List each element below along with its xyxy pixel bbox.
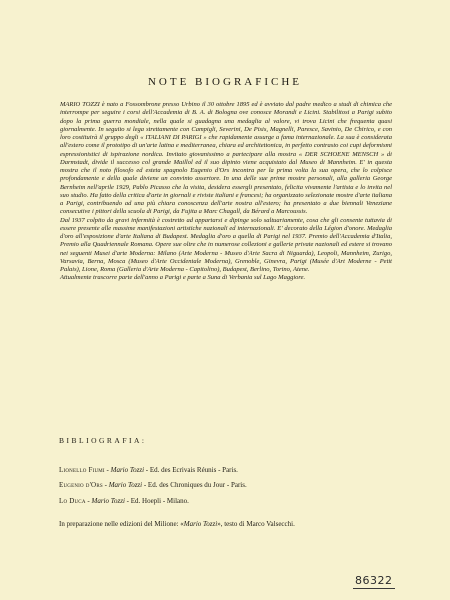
bio-paragraph: MARIO TOZZI è nato a Fossombrone presso Urbino il 30 ottobre 1895 ed è avviato dal padre medico a studi di chimica che interrompe per seguire i corsi dell'Accademia di B. A. di Bologna ove conosce Morandi e Licini. Stabilitosi a Parigi subito dopo la prima guerra mondiale, nella quale si guadagna una medaglia al valore, vi trova Licini che frequenta quasi giornalmente. In seguito si lega strettamente con Campigli, Severini, De Pisis, Magnelli, Paresce, Savinio, De Chirico, e con loro costituirà il gruppo degli « ITALIANI DI PARIGI » che rapidamente assurge a fama internazionale. La sua è considerata all'estero come il prototipo di un'arte latina e mediterranea, chiara ed architettonica, in perfetto contrasto coi cupi deformismi espressionistici di ispirazione nordica. Invitato giovanissimo a partecipare alla mostra « DER SCHOENE MENSCH » di Darmstadt, divide il successo col grande Maillol ed il suo dipinto viene acquistato dal Museo di Mannheim. E' in questa mostra che il noto filosofo ed esteta spagnolo Eugenio d'Ors incontra per la prima volta la sua opera, che lo colpisce profondamente e della quale diviene un convinto assertore. In una delle sue prime mostre personali, alla galleria George Bernheim nell'aprile 1929, Pablo Picasso che la visita, desidera essergli presentato, felicita vivamente l'artista e lo invita nel suo studio. Ha fatto della critica d'arte in giornali e riviste italiani e francesi; ha organizzato selezionate mostre d'arte italiana a Parigi, contribuendo ad una più chiara conoscenza dell'arte nostra all'estero; ha presentato a due biennali Veneziane consecutive i pittori della scuola di Parigi, da Fujita a Marc Chagall, da Bérard a Marcoussis.	[60, 101, 392, 216]
bio-paragraph: Dal 1937 colpito da gravi infermità è costretto ad appartarsi e dipinge solo saltuariamente, cosa che gli consente tuttavia di essere presente alle massime manifestazioni artistiche nazionali ed internazionali. E' decorato della Légion d'onore. Medaglia d'oro all'esposizione d'arte Italiana di Budapest. Medaglia d'oro a quella di Parigi nel 1937. Premio dell'Accademia d'Italia, Premio alla Quadriennale Romana. Opere sue oltre che in numerose collezioni e gallerie private nazionali ed estere si trovano nei seguenti Musei d'arte Moderna: Milano (Arte Moderna - Museo d'Arte Sacra di Niguarda), Leopoli, Mannheim, Zurigo, Varsavia, Berna, Mosca (Museo d'Arte Occidentale Moderna), Grenoble, Ginevra, Parigi (Musée d'Art Moderne - Petit Palais), Lione, Roma (Galleria d'Arte Moderna - Capitolino), Budapest, Berlino, Torino, Atene.	[60, 216, 392, 273]
entry-author: Lionello Fiumi	[59, 466, 105, 474]
entry-publisher: - Ed. des Chroniques du Jour - Paris.	[142, 481, 247, 489]
entry-author: Eugenio d'Ors	[59, 481, 103, 489]
in-preparation-note	[59, 519, 393, 531]
entry-work: Mario Tozzi	[108, 481, 143, 489]
prep-after: », testo di Marco Valsecchi.	[217, 520, 295, 528]
bibliography-heading: BIBLIOGRAFIA:	[59, 436, 147, 445]
biography-text	[60, 101, 392, 283]
entry-work: Mario Tozzi	[110, 466, 145, 474]
entry-publisher: - Ed. Hoepli - Milano.	[124, 497, 189, 505]
bibliography-entry	[59, 481, 399, 490]
bibliography-entry	[59, 497, 399, 506]
entry-separator: -	[102, 481, 109, 489]
handwritten-inventory-number: 86322	[355, 574, 393, 587]
page-title: NOTE BIOGRAFICHE	[147, 76, 303, 88]
prep-work: Mario Tozzi	[183, 520, 218, 528]
prep-before: In preparazione nelle edizioni del Milione: «	[59, 520, 184, 528]
entry-author: Lo Duca	[59, 497, 86, 505]
bio-paragraph: Attualmente trascorre parte dell'anno a Parigi e parte a Suna di Verbania sul Lago Maggiore.	[60, 274, 306, 282]
entry-separator: -	[85, 497, 92, 505]
entry-separator: -	[104, 466, 111, 474]
entry-publisher: - Ed. des Ecrivais Réunis - Paris.	[144, 466, 238, 474]
entry-work: Mario Tozzi	[91, 497, 125, 505]
bibliography-entry	[59, 466, 399, 475]
